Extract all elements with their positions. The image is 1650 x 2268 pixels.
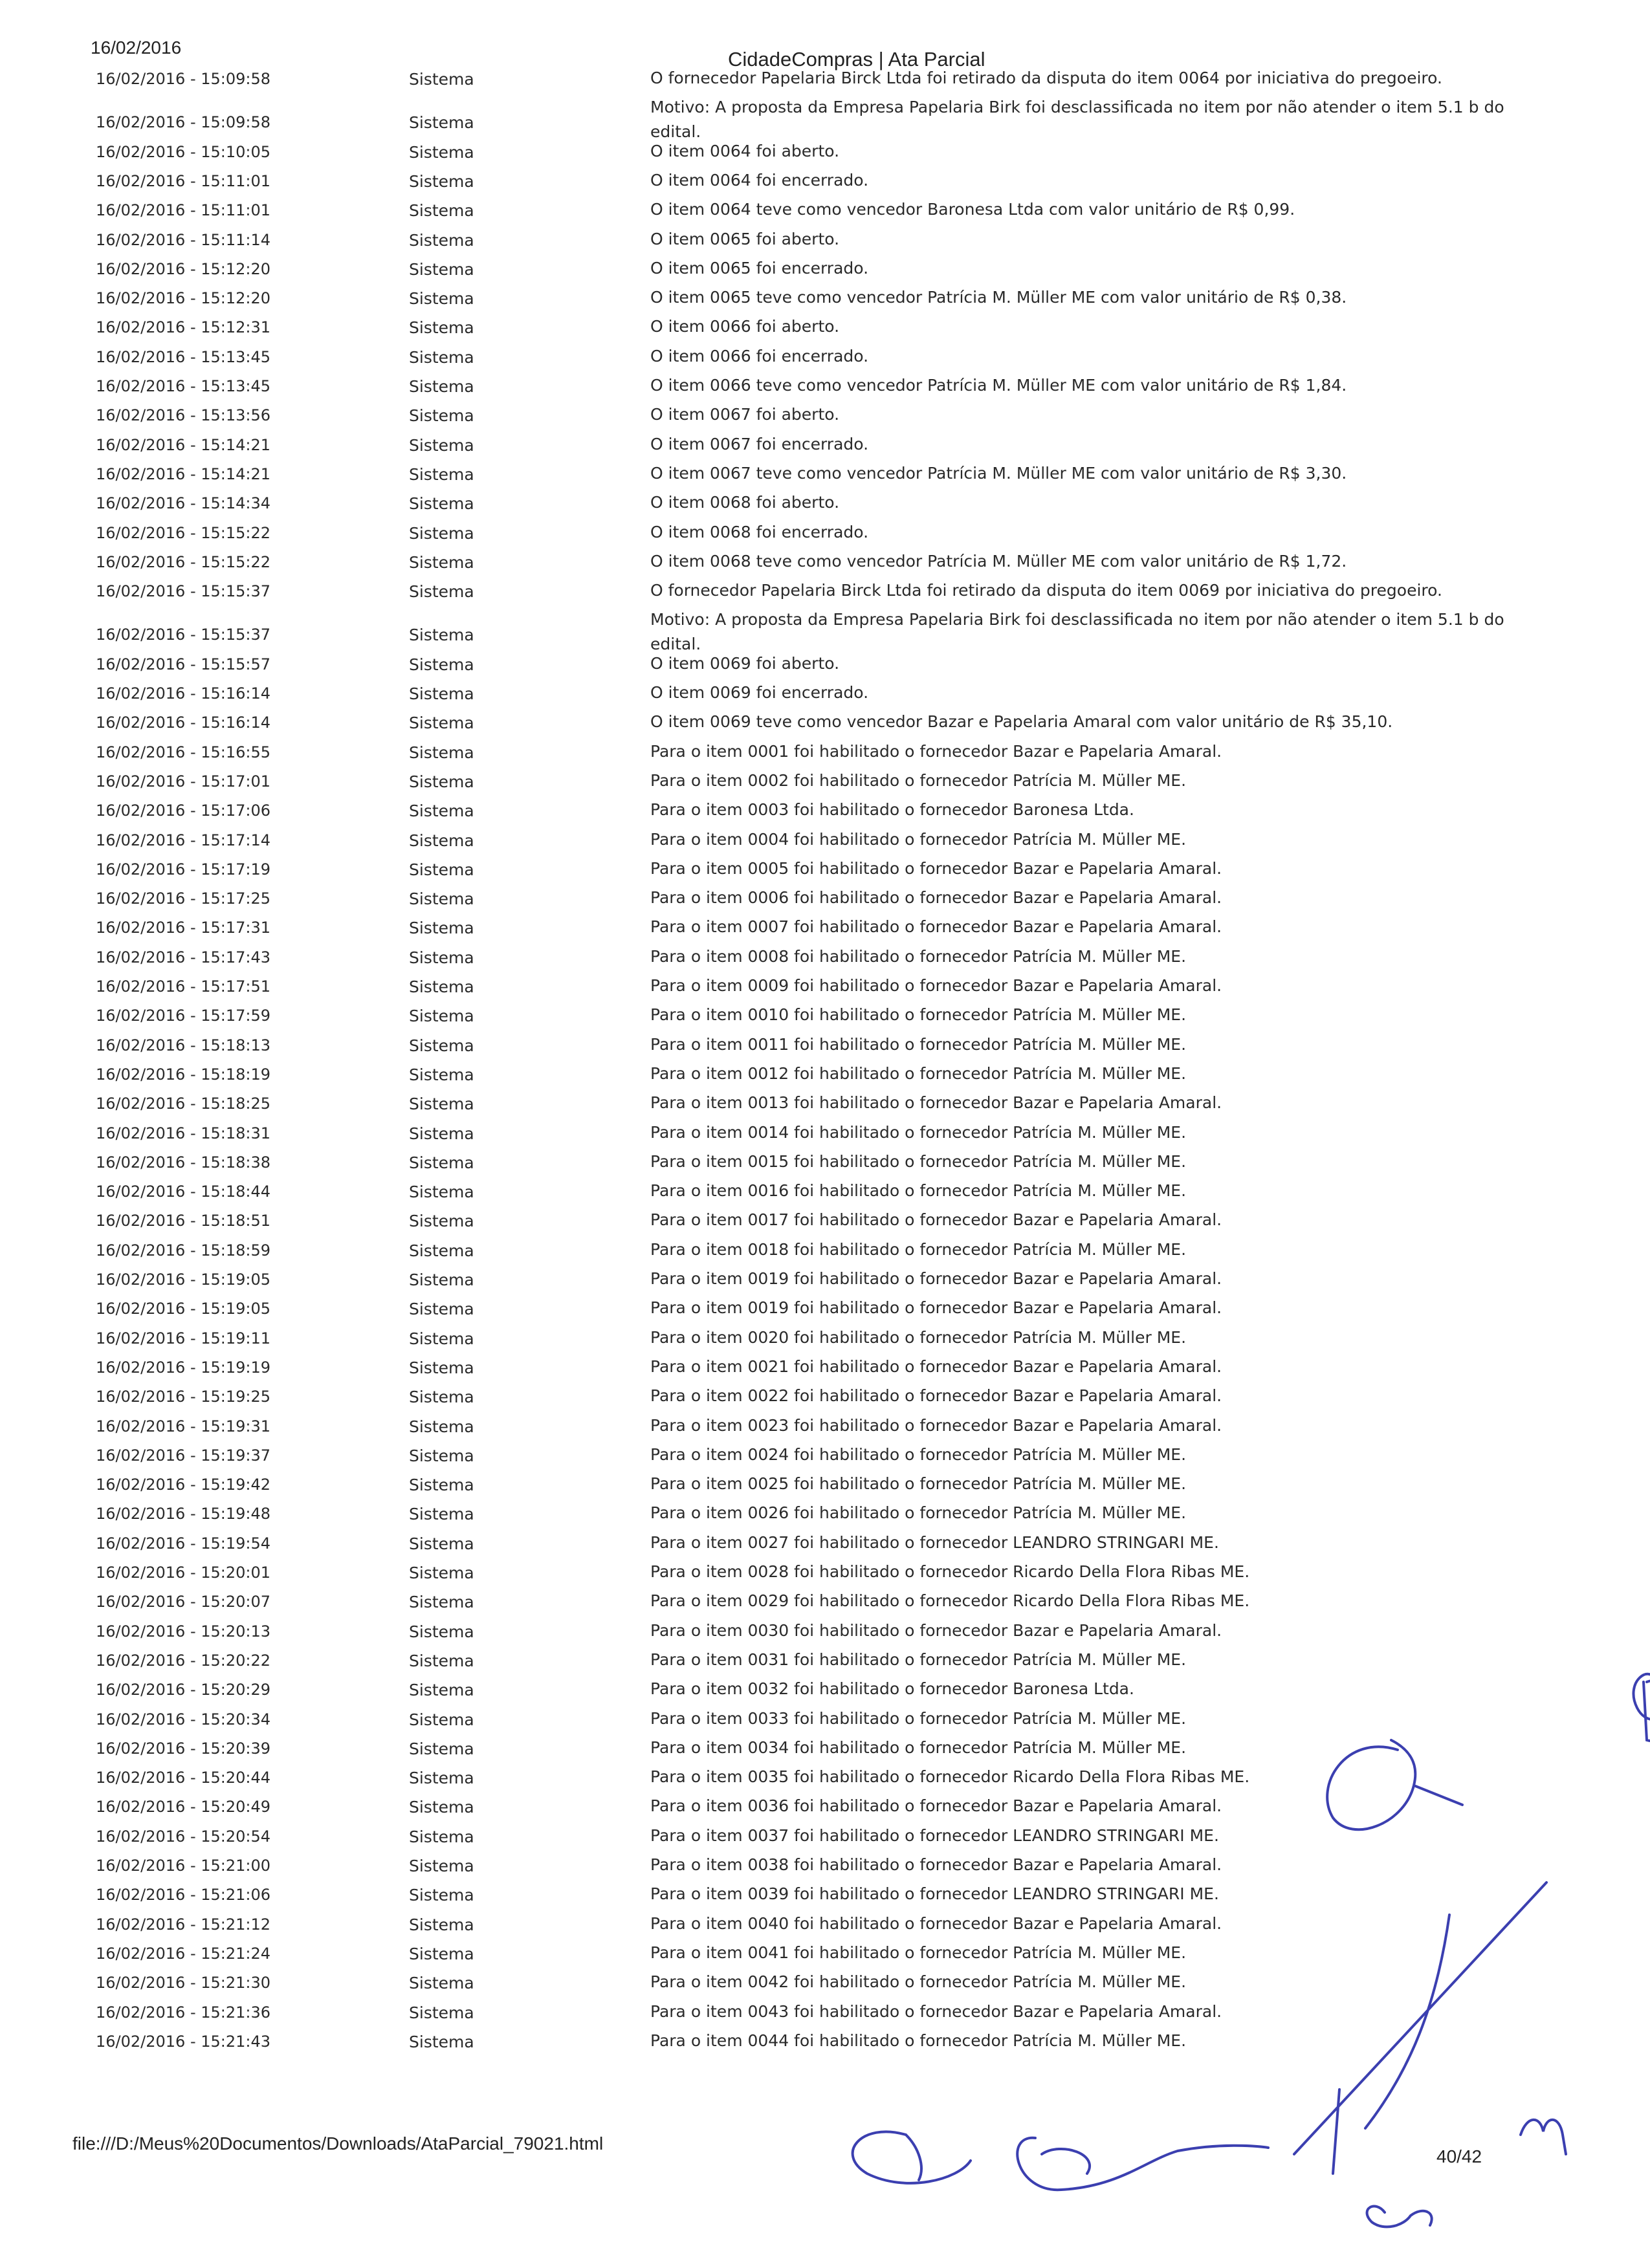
log-message: Para o item 0035 foi habilitado o fornecedor Ricardo Della Flora Ribas ME. [650, 1767, 1250, 1787]
log-message: Para o item 0002 foi habilitado o fornecedor Patrícia M. Müller ME. [650, 770, 1187, 790]
log-message: Para o item 0023 foi habilitado o fornecedor Bazar e Papelaria Amaral. [650, 1415, 1222, 1435]
log-message: Para o item 0036 foi habilitado o fornecedor Bazar e Papelaria Amaral. [650, 1796, 1222, 1816]
log-timestamp: 16/02/2016 - 15:12:31 [96, 318, 271, 337]
log-timestamp: 16/02/2016 - 15:15:57 [96, 655, 271, 673]
log-timestamp: 16/02/2016 - 15:20:01 [96, 1564, 271, 1582]
file-path: file:///D:/Meus%20Documentos/Downloads/AtaParcial_79021.html [72, 2133, 604, 2154]
log-timestamp: 16/02/2016 - 15:18:51 [96, 1212, 271, 1230]
log-timestamp: 16/02/2016 - 15:19:54 [96, 1534, 271, 1553]
log-timestamp: 16/02/2016 - 15:21:30 [96, 1974, 271, 1992]
log-user: Sistema [409, 70, 474, 89]
log-user: Sistema [409, 1358, 474, 1377]
log-message: O item 0065 foi encerrado. [650, 258, 869, 278]
log-timestamp: 16/02/2016 - 15:17:06 [96, 801, 271, 820]
log-message: O fornecedor Papelaria Birck Ltda foi retirado da disputa do item 0069 por iniciativa do pregoeiro. [650, 581, 1442, 600]
log-message: Para o item 0014 foi habilitado o fornecedor Patrícia M. Müller ME. [650, 1122, 1187, 1142]
log-timestamp: 16/02/2016 - 15:19:11 [96, 1329, 271, 1347]
log-message: Para o item 0020 foi habilitado o fornecedor Patrícia M. Müller ME. [650, 1327, 1187, 1347]
log-user: Sistema [409, 1212, 474, 1231]
log-timestamp: 16/02/2016 - 15:14:21 [96, 435, 271, 454]
log-message: O item 0068 foi aberto. [650, 493, 840, 512]
log-user: Sistema [409, 1827, 474, 1846]
log-message: O item 0069 teve como vencedor Bazar e Papelaria Amaral com valor unitário de R$ 35,10. [650, 712, 1393, 732]
log-timestamp: 16/02/2016 - 15:15:22 [96, 523, 271, 542]
log-timestamp: 16/02/2016 - 15:20:13 [96, 1622, 271, 1641]
log-user: Sistema [409, 1886, 474, 1905]
log-message: Para o item 0005 foi habilitado o fornecedor Bazar e Papelaria Amaral. [650, 858, 1222, 878]
log-user: Sistema [409, 626, 474, 645]
log-message: Para o item 0028 foi habilitado o fornecedor Ricardo Della Flora Ribas ME. [650, 1562, 1250, 1581]
log-user: Sistema [409, 1798, 474, 1817]
log-message: O item 0066 foi aberto. [650, 317, 840, 336]
log-message: Para o item 0041 foi habilitado o fornecedor Patrícia M. Müller ME. [650, 1943, 1187, 1962]
log-timestamp: 16/02/2016 - 15:20:07 [96, 1593, 271, 1611]
log-timestamp: 16/02/2016 - 15:21:06 [96, 1886, 271, 1904]
log-user: Sistema [409, 919, 474, 938]
log-timestamp: 16/02/2016 - 15:19:42 [96, 1476, 271, 1494]
log-timestamp: 16/02/2016 - 15:11:14 [96, 230, 271, 249]
log-user: Sistema [409, 1329, 474, 1348]
log-timestamp: 16/02/2016 - 15:19:31 [96, 1417, 271, 1435]
log-message: Para o item 0021 foi habilitado o fornecedor Bazar e Papelaria Amaral. [650, 1357, 1222, 1376]
log-timestamp: 16/02/2016 - 15:21:12 [96, 1915, 271, 1934]
log-user: Sistema [409, 1065, 474, 1084]
log-timestamp: 16/02/2016 - 15:19:05 [96, 1300, 271, 1318]
log-user: Sistema [409, 1505, 474, 1524]
log-user: Sistema [409, 1270, 474, 1289]
log-timestamp: 16/02/2016 - 15:21:24 [96, 1944, 271, 1963]
log-user: Sistema [409, 494, 474, 514]
log-user: Sistema [409, 1564, 474, 1582]
log-message: Para o item 0019 foi habilitado o fornecedor Bazar e Papelaria Amaral. [650, 1298, 1222, 1318]
log-timestamp: 16/02/2016 - 15:18:13 [96, 1036, 271, 1054]
log-message: O item 0067 foi aberto. [650, 405, 840, 424]
log-user: Sistema [409, 142, 474, 162]
log-message: Para o item 0008 foi habilitado o fornecedor Patrícia M. Müller ME. [650, 946, 1187, 966]
log-message: Para o item 0024 foi habilitado o fornecedor Patrícia M. Müller ME. [650, 1445, 1187, 1464]
log-user: Sistema [409, 1710, 474, 1729]
log-user: Sistema [409, 201, 474, 221]
log-timestamp: 16/02/2016 - 15:13:56 [96, 406, 271, 425]
log-user: Sistema [409, 377, 474, 396]
log-message: O item 0066 teve como vencedor Patrícia M. Müller ME com valor unitário de R$ 1,84. [650, 376, 1347, 395]
log-message: O item 0065 teve como vencedor Patrícia M. Müller ME com valor unitário de R$ 0,38. [650, 288, 1347, 307]
log-user: Sistema [409, 1007, 474, 1026]
log-user: Sistema [409, 259, 474, 279]
log-message: Para o item 0019 foi habilitado o fornecedor Bazar e Papelaria Amaral. [650, 1269, 1222, 1288]
log-timestamp: 16/02/2016 - 15:18:31 [96, 1124, 271, 1142]
log-message: Para o item 0031 foi habilitado o fornecedor Patrícia M. Müller ME. [650, 1650, 1187, 1669]
log-user: Sistema [409, 1388, 474, 1407]
log-timestamp: 16/02/2016 - 15:21:43 [96, 2032, 271, 2051]
log-timestamp: 16/02/2016 - 15:09:58 [96, 113, 271, 132]
log-user: Sistema [409, 801, 474, 821]
log-user: Sistema [409, 1153, 474, 1172]
log-user: Sistema [409, 772, 474, 791]
log-user: Sistema [409, 1417, 474, 1436]
log-timestamp: 16/02/2016 - 15:16:55 [96, 743, 271, 761]
log-message: O item 0068 teve como vencedor Patrícia M. Müller ME com valor unitário de R$ 1,72. [650, 551, 1347, 571]
log-timestamp: 16/02/2016 - 15:17:43 [96, 948, 271, 966]
log-user: Sistema [409, 1974, 474, 1993]
log-user: Sistema [409, 655, 474, 674]
log-user: Sistema [409, 684, 474, 703]
log-user: Sistema [409, 582, 474, 602]
log-user: Sistema [409, 2003, 474, 2022]
log-user: Sistema [409, 831, 474, 850]
log-message: Para o item 0042 foi habilitado o fornecedor Patrícia M. Müller ME. [650, 1972, 1187, 1992]
log-message: Para o item 0012 foi habilitado o fornecedor Patrícia M. Müller ME. [650, 1063, 1187, 1083]
log-timestamp: 16/02/2016 - 15:16:14 [96, 714, 271, 732]
log-timestamp: 16/02/2016 - 15:20:29 [96, 1681, 271, 1699]
log-timestamp: 16/02/2016 - 15:17:14 [96, 831, 271, 849]
log-user: Sistema [409, 552, 474, 572]
log-user: Sistema [409, 1446, 474, 1465]
log-timestamp: 16/02/2016 - 15:11:01 [96, 201, 271, 220]
log-message: Para o item 0032 foi habilitado o fornecedor Baronesa Ltda. [650, 1679, 1134, 1699]
log-user: Sistema [409, 406, 474, 426]
log-user: Sistema [409, 2032, 474, 2051]
log-timestamp: 16/02/2016 - 15:20:49 [96, 1798, 271, 1816]
log-user: Sistema [409, 1593, 474, 1612]
log-timestamp: 16/02/2016 - 15:21:36 [96, 2003, 271, 2022]
log-message: Para o item 0003 foi habilitado o fornecedor Baronesa Ltda. [650, 800, 1134, 820]
log-message: Para o item 0037 foi habilitado o fornecedor LEANDRO STRINGARI ME. [650, 1826, 1219, 1845]
log-message: Para o item 0007 foi habilitado o fornecedor Bazar e Papelaria Amaral. [650, 917, 1222, 937]
log-timestamp: 16/02/2016 - 15:16:14 [96, 684, 271, 703]
log-timestamp: 16/02/2016 - 15:18:38 [96, 1153, 271, 1172]
log-user: Sistema [409, 347, 474, 367]
log-message: Para o item 0016 foi habilitado o fornecedor Patrícia M. Müller ME. [650, 1181, 1187, 1201]
log-timestamp: 16/02/2016 - 15:20:34 [96, 1710, 271, 1728]
log-message: Para o item 0030 foi habilitado o fornecedor Bazar e Papelaria Amaral. [650, 1620, 1222, 1640]
log-timestamp: 16/02/2016 - 15:15:22 [96, 552, 271, 571]
log-message: O item 0064 foi encerrado. [650, 170, 869, 190]
log-user: Sistema [409, 714, 474, 733]
log-user: Sistema [409, 1739, 474, 1758]
log-timestamp: 16/02/2016 - 15:17:19 [96, 860, 271, 878]
log-timestamp: 16/02/2016 - 15:13:45 [96, 347, 271, 366]
log-message: Para o item 0044 foi habilitado o fornecedor Patrícia M. Müller ME. [650, 2031, 1187, 2050]
log-user: Sistema [409, 113, 474, 133]
log-message: Para o item 0027 foi habilitado o fornecedor LEANDRO STRINGARI ME. [650, 1532, 1219, 1552]
log-message: Para o item 0026 foi habilitado o fornecedor Patrícia M. Müller ME. [650, 1503, 1187, 1523]
log-timestamp: 16/02/2016 - 15:17:01 [96, 772, 271, 791]
log-user: Sistema [409, 1241, 474, 1260]
log-user: Sistema [409, 1124, 474, 1143]
log-user: Sistema [409, 1915, 474, 1934]
log-timestamp: 16/02/2016 - 15:17:31 [96, 919, 271, 937]
log-user: Sistema [409, 860, 474, 879]
log-user: Sistema [409, 1300, 474, 1319]
log-message: Para o item 0013 foi habilitado o fornecedor Bazar e Papelaria Amaral. [650, 1093, 1222, 1113]
log-timestamp: 16/02/2016 - 15:19:05 [96, 1270, 271, 1289]
log-user: Sistema [409, 1681, 474, 1700]
log-message: Para o item 0022 foi habilitado o fornecedor Bazar e Papelaria Amaral. [650, 1386, 1222, 1406]
log-message: O item 0068 foi encerrado. [650, 522, 869, 541]
page-number: 40/42 [1436, 2146, 1482, 2166]
log-timestamp: 16/02/2016 - 15:13:45 [96, 377, 271, 395]
log-message: O item 0067 teve como vencedor Patrícia M. Müller ME com valor unitário de R$ 3,30. [650, 463, 1347, 483]
log-timestamp: 16/02/2016 - 15:15:37 [96, 582, 271, 601]
log-timestamp: 16/02/2016 - 15:19:48 [96, 1505, 271, 1523]
log-timestamp: 16/02/2016 - 15:21:00 [96, 1857, 271, 1875]
log-message: Para o item 0038 foi habilitado o fornecedor Bazar e Papelaria Amaral. [650, 1855, 1222, 1874]
log-timestamp: 16/02/2016 - 15:14:34 [96, 494, 271, 513]
log-user: Sistema [409, 1095, 474, 1114]
log-message: Para o item 0011 foi habilitado o fornecedor Patrícia M. Müller ME. [650, 1034, 1187, 1054]
log-user: Sistema [409, 1622, 474, 1641]
log-timestamp: 16/02/2016 - 15:17:51 [96, 977, 271, 996]
log-message: Para o item 0017 foi habilitado o fornecedor Bazar e Papelaria Amaral. [650, 1210, 1222, 1230]
log-message: O item 0069 foi aberto. [650, 653, 840, 673]
log-message: O item 0064 foi aberto. [650, 141, 840, 160]
log-timestamp: 16/02/2016 - 15:14:21 [96, 464, 271, 483]
log-user: Sistema [409, 1857, 474, 1875]
log-user: Sistema [409, 1036, 474, 1055]
log-timestamp: 16/02/2016 - 15:12:20 [96, 259, 271, 278]
log-user: Sistema [409, 289, 474, 309]
log-timestamp: 16/02/2016 - 15:18:25 [96, 1095, 271, 1113]
log-message: O item 0065 foi aberto. [650, 229, 840, 248]
log-message: Para o item 0009 foi habilitado o fornecedor Bazar e Papelaria Amaral. [650, 976, 1222, 995]
document-title: CidadeCompras | Ata Parcial [728, 48, 985, 71]
log-message: Motivo: A proposta da Empresa Papelaria Birk foi desclassificada no item por não atender o item 5.1 b do edital. [650, 610, 1504, 654]
log-message: Para o item 0018 foi habilitado o fornecedor Patrícia M. Müller ME. [650, 1239, 1187, 1259]
log-message: Para o item 0010 foi habilitado o fornecedor Patrícia M. Müller ME. [650, 1005, 1187, 1025]
log-message: Para o item 0039 foi habilitado o fornecedor LEANDRO STRINGARI ME. [650, 1884, 1219, 1904]
log-user: Sistema [409, 1651, 474, 1670]
log-timestamp: 16/02/2016 - 15:15:37 [96, 626, 271, 644]
print-date: 16/02/2016 [91, 38, 182, 58]
log-timestamp: 16/02/2016 - 15:17:25 [96, 889, 271, 908]
log-user: Sistema [409, 464, 474, 484]
log-timestamp: 16/02/2016 - 15:17:59 [96, 1007, 271, 1025]
log-message: Para o item 0034 foi habilitado o fornecedor Patrícia M. Müller ME. [650, 1738, 1187, 1757]
log-message: O item 0064 teve como vencedor Baronesa Ltda com valor unitário de R$ 0,99. [650, 200, 1295, 219]
log-message: Para o item 0040 foi habilitado o fornecedor Bazar e Papelaria Amaral. [650, 1914, 1222, 1933]
log-user: Sistema [409, 889, 474, 909]
log-timestamp: 16/02/2016 - 15:18:59 [96, 1241, 271, 1259]
log-timestamp: 16/02/2016 - 15:12:20 [96, 289, 271, 308]
log-message: Para o item 0006 foi habilitado o fornecedor Bazar e Papelaria Amaral. [650, 888, 1222, 908]
log-user: Sistema [409, 743, 474, 762]
log-user: Sistema [409, 318, 474, 338]
log-timestamp: 16/02/2016 - 15:18:19 [96, 1065, 271, 1084]
log-timestamp: 16/02/2016 - 15:19:19 [96, 1358, 271, 1377]
log-user: Sistema [409, 948, 474, 967]
log-message: Para o item 0043 foi habilitado o fornecedor Bazar e Papelaria Amaral. [650, 2001, 1222, 2021]
log-timestamp: 16/02/2016 - 15:20:44 [96, 1769, 271, 1787]
log-message: Para o item 0001 foi habilitado o fornecedor Bazar e Papelaria Amaral. [650, 741, 1222, 761]
log-user: Sistema [409, 1769, 474, 1788]
log-user: Sistema [409, 230, 474, 250]
log-message: Motivo: A proposta da Empresa Papelaria Birk foi desclassificada no item por não atender o item 5.1 b do edital. [650, 98, 1504, 142]
log-user: Sistema [409, 523, 474, 543]
log-message: Para o item 0004 foi habilitado o fornecedor Patrícia M. Müller ME. [650, 829, 1187, 849]
log-message: Para o item 0033 foi habilitado o fornecedor Patrícia M. Müller ME. [650, 1708, 1187, 1728]
log-message: O fornecedor Papelaria Birck Ltda foi retirado da disputa do item 0064 por iniciativa do pregoeiro. [650, 69, 1442, 87]
log-timestamp: 16/02/2016 - 15:20:39 [96, 1739, 271, 1758]
log-message: O item 0069 foi encerrado. [650, 683, 869, 702]
log-timestamp: 16/02/2016 - 15:09:58 [96, 70, 271, 88]
log-message: Para o item 0025 foi habilitado o fornecedor Patrícia M. Müller ME. [650, 1474, 1187, 1494]
log-user: Sistema [409, 171, 474, 191]
log-message: O item 0066 foi encerrado. [650, 346, 869, 365]
log-timestamp: 16/02/2016 - 15:20:54 [96, 1827, 271, 1846]
log-user: Sistema [409, 1944, 474, 1963]
log-user: Sistema [409, 1183, 474, 1202]
log-user: Sistema [409, 435, 474, 455]
log-user: Sistema [409, 1534, 474, 1553]
log-timestamp: 16/02/2016 - 15:19:37 [96, 1446, 271, 1465]
log-message: Para o item 0029 foi habilitado o fornecedor Ricardo Della Flora Ribas ME. [650, 1591, 1250, 1611]
log-timestamp: 16/02/2016 - 15:18:44 [96, 1183, 271, 1201]
log-message: Para o item 0015 foi habilitado o fornecedor Patrícia M. Müller ME. [650, 1151, 1187, 1171]
log-timestamp: 16/02/2016 - 15:11:01 [96, 171, 271, 190]
log-timestamp: 16/02/2016 - 15:20:22 [96, 1651, 271, 1670]
log-timestamp: 16/02/2016 - 15:10:05 [96, 142, 271, 161]
log-timestamp: 16/02/2016 - 15:19:25 [96, 1388, 271, 1406]
log-user: Sistema [409, 977, 474, 996]
log-user: Sistema [409, 1476, 474, 1495]
log-message: O item 0067 foi encerrado. [650, 434, 869, 453]
